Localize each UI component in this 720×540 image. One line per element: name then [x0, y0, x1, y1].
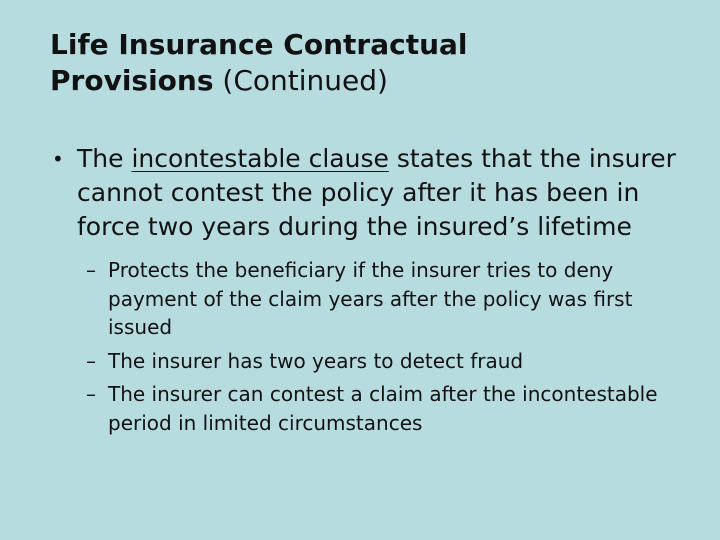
incontestable-clause-term: incontestable clause: [131, 144, 389, 173]
slide-content: [52, 142, 702, 442]
title-line-1: Life Insurance Contractual: [50, 28, 468, 61]
dash-marker: –: [86, 258, 96, 282]
title-line-2-rest: (Continued): [213, 64, 388, 97]
sub-bullet-list: [52, 256, 702, 437]
sub-bullet-1: [86, 256, 702, 342]
sub-bullet-3: [86, 380, 702, 437]
bullet-marker: •: [52, 147, 64, 171]
main-bullet-rest: states that the insurer cannot contest the policy after it has been in force two years during the insured’s lifetime: [77, 144, 676, 241]
dash-marker: –: [86, 348, 96, 373]
main-bullet-prefix: The: [77, 144, 132, 173]
sub-bullet-text: Protects the beneficiary if the insurer tries to deny payment of the claim years after the policy was first issued: [108, 258, 633, 339]
dash-marker: –: [86, 382, 96, 406]
sub-bullet-text: The insurer can contest a claim after the incontestable period in limited circumstances: [108, 382, 658, 435]
slide-title: [50, 27, 690, 99]
sub-bullet-text: The insurer has two years to detect fraud: [108, 348, 524, 373]
main-bullet: [52, 142, 702, 244]
sub-bullet-2: [86, 347, 702, 376]
title-line-2-bold: Provisions: [50, 64, 214, 97]
